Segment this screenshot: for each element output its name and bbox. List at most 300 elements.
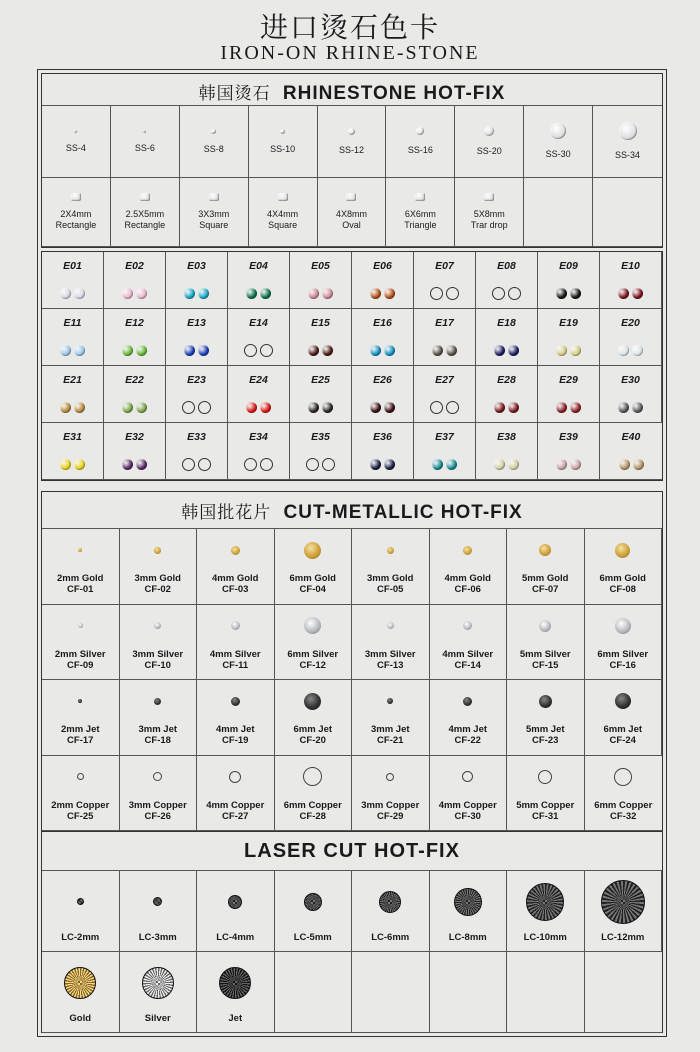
metallic-stud — [615, 693, 631, 709]
color-section — [41, 251, 663, 481]
metallic-stud — [154, 698, 161, 705]
color-swatch — [184, 345, 195, 356]
color-swatch-pair — [246, 286, 271, 302]
color-code: E31 — [63, 430, 82, 443]
color-swatch — [570, 345, 581, 356]
metallic-code: CF-12 — [299, 659, 326, 671]
color-cell — [228, 252, 290, 309]
metallic-cell — [430, 529, 508, 605]
size-cell — [180, 106, 249, 178]
color-code: E36 — [373, 430, 392, 443]
size-grid — [42, 105, 662, 178]
color-swatch — [322, 458, 335, 471]
color-code: E29 — [559, 373, 578, 386]
size-label: SS-10 — [270, 143, 296, 154]
laser-icon-box — [219, 961, 251, 1005]
metallic-cell — [430, 680, 508, 756]
metal-icon-box — [615, 613, 631, 639]
color-swatch — [308, 402, 319, 413]
stone-swatch — [211, 129, 216, 134]
rhinestone-section — [41, 73, 663, 248]
color-swatch — [244, 344, 257, 357]
metal-icon-box — [78, 613, 83, 639]
metallic-cell — [120, 605, 198, 681]
color-swatch — [556, 459, 567, 470]
metallic-code: CF-09 — [67, 659, 94, 671]
color-cell — [290, 252, 352, 309]
laser-stud — [379, 891, 401, 913]
metallic-stud — [387, 622, 394, 629]
metallic-stud — [153, 772, 162, 781]
metal-icon-box — [304, 688, 321, 714]
metallic-stud — [386, 773, 394, 781]
color-swatch — [384, 345, 395, 356]
empty-cell — [585, 952, 663, 1033]
size-label: SS-20 — [476, 146, 502, 156]
metallic-name: 3mm Gold — [134, 573, 181, 585]
color-code: E08 — [497, 259, 516, 272]
laser-color-stud — [142, 967, 174, 999]
shape-name-label: Square — [199, 219, 229, 230]
color-swatch — [308, 288, 319, 299]
color-swatch — [432, 345, 443, 356]
color-swatch — [198, 458, 211, 471]
color-swatch — [618, 402, 629, 413]
size-label: SS-34 — [615, 150, 641, 160]
metallic-name: 3mm Silver — [132, 648, 184, 660]
color-code: E16 — [373, 316, 392, 329]
laser-size-cell — [197, 871, 275, 952]
metal-icon-box — [154, 537, 161, 563]
color-cell — [600, 423, 662, 480]
laser-stud — [77, 898, 84, 905]
color-swatch-pair — [430, 286, 459, 302]
metallic-section — [41, 491, 663, 831]
color-code: E21 — [63, 373, 82, 386]
color-swatch-pair — [308, 343, 333, 359]
color-swatch — [260, 344, 273, 357]
metallic-code: CF-01 — [67, 584, 94, 596]
color-cell — [352, 423, 414, 480]
color-code: E26 — [373, 373, 392, 386]
metallic-code: CF-16 — [609, 659, 636, 671]
metal-icon-box — [387, 613, 394, 639]
laser-size-cell — [275, 871, 353, 952]
laser-size-label: LC-4mm — [216, 931, 255, 943]
metallic-cell — [352, 605, 430, 681]
metallic-name: 5mm Silver — [519, 648, 571, 660]
color-swatch-pair — [618, 343, 643, 359]
color-swatch — [322, 345, 333, 356]
color-swatch-pair — [556, 400, 581, 416]
title-english: IRON-ON RHINE-STONE — [220, 42, 480, 64]
color-swatch — [570, 288, 581, 299]
color-swatch — [308, 345, 319, 356]
shape-grid — [42, 177, 662, 247]
size-label: SS-16 — [407, 145, 433, 155]
metallic-code: CF-22 — [454, 735, 481, 747]
metallic-code: CF-04 — [299, 584, 326, 596]
color-swatch — [370, 345, 381, 356]
metallic-cell — [275, 605, 353, 681]
stone-swatch — [484, 126, 494, 136]
metallic-code: CF-32 — [610, 810, 637, 822]
metallic-stud — [538, 770, 552, 784]
size-cell — [593, 106, 662, 178]
laser-icon-box — [228, 880, 242, 924]
color-swatch — [430, 401, 443, 414]
laser-size-cell — [352, 871, 430, 952]
color-swatch — [60, 288, 71, 299]
metallic-stud — [78, 699, 82, 703]
stone-shape — [415, 193, 425, 201]
color-code: E14 — [249, 316, 268, 329]
metallic-code: CF-29 — [377, 810, 404, 822]
shape-cell — [318, 177, 387, 247]
color-swatch — [494, 459, 505, 470]
metallic-name: 3mm Jet — [138, 724, 178, 736]
color-swatch — [322, 288, 333, 299]
laser-stud — [228, 895, 242, 909]
color-swatch-pair — [60, 457, 85, 473]
color-code: E06 — [373, 259, 392, 272]
metallic-code: CF-03 — [222, 584, 249, 596]
metallic-code: CF-19 — [222, 735, 249, 747]
metallic-name: 6mm Copper — [594, 799, 653, 811]
color-cell — [166, 366, 228, 423]
laser-size-label: LC-2mm — [61, 931, 100, 943]
color-swatch-pair — [432, 457, 457, 473]
metallic-name: 6mm Gold — [289, 573, 336, 585]
laser-title: LASER CUT HOT-FIX — [244, 840, 460, 862]
color-swatch — [306, 458, 319, 471]
metallic-stud — [231, 621, 240, 630]
shape-size-label: 5X8mm — [473, 208, 505, 219]
laser-color-label: Gold — [69, 1012, 92, 1024]
metallic-cell — [197, 529, 275, 605]
shape-cell — [180, 177, 249, 247]
color-code: E28 — [497, 373, 516, 386]
color-swatch — [136, 345, 147, 356]
metallic-stud — [154, 547, 161, 554]
color-swatch — [632, 402, 643, 413]
metallic-code: CF-18 — [144, 735, 171, 747]
color-swatch — [74, 345, 85, 356]
stone-swatch — [619, 122, 637, 140]
laser-size-cell — [507, 871, 585, 952]
color-swatch-pair — [494, 457, 519, 473]
laser-icon-box — [379, 880, 401, 924]
color-code: E15 — [311, 316, 330, 329]
color-swatch — [136, 288, 147, 299]
color-swatch — [556, 402, 567, 413]
laser-size-label: LC-12mm — [601, 931, 645, 943]
metal-icon-box — [463, 688, 472, 714]
color-swatch-pair — [492, 286, 521, 302]
shape-cell — [42, 177, 111, 247]
metallic-name: 6mm Gold — [599, 573, 646, 585]
color-swatch — [198, 345, 209, 356]
shape-size-label: 2X4mm — [60, 208, 92, 219]
metal-icon-box — [387, 537, 394, 563]
metallic-cell — [275, 680, 353, 756]
empty-cell — [275, 952, 353, 1033]
metallic-name: 3mm Silver — [364, 648, 416, 660]
size-cell — [249, 106, 318, 178]
color-swatch — [508, 345, 519, 356]
metal-icon-box — [538, 764, 552, 790]
color-swatch — [136, 459, 147, 470]
metallic-cell — [352, 680, 430, 756]
laser-size-cell — [120, 871, 198, 952]
laser-size-label: LC-10mm — [523, 931, 567, 943]
empty-cell — [352, 952, 430, 1033]
color-swatch-pair — [122, 400, 147, 416]
color-cell — [104, 252, 166, 309]
color-code: E20 — [621, 316, 640, 329]
color-code: E30 — [621, 373, 640, 386]
stone-swatch — [74, 130, 77, 133]
laser-stud — [454, 888, 482, 916]
metallic-cell — [275, 529, 353, 605]
color-swatch — [384, 402, 395, 413]
stone-shape — [346, 193, 356, 201]
metallic-stud — [387, 547, 394, 554]
color-cell — [42, 309, 104, 366]
color-swatch-pair — [556, 286, 581, 302]
color-swatch-pair — [122, 457, 147, 473]
metallic-title-en: CUT-METALLIC HOT-FIX — [283, 502, 523, 523]
stone-swatch — [348, 128, 355, 135]
metallic-name: 4mm Jet — [215, 724, 255, 736]
metal-icon-box — [304, 537, 321, 563]
color-code: E10 — [621, 259, 640, 272]
metal-icon-box — [615, 537, 630, 563]
metal-icon-box — [462, 764, 473, 790]
shape-cell — [524, 177, 593, 247]
size-cell — [111, 106, 180, 178]
laser-color-cell — [42, 952, 120, 1033]
metallic-code: CF-30 — [454, 810, 481, 822]
color-cell — [352, 309, 414, 366]
metal-icon-box — [387, 688, 393, 714]
laser-section — [41, 831, 663, 1033]
color-swatch — [184, 288, 195, 299]
metallic-cell — [585, 756, 663, 832]
metallic-code: CF-28 — [299, 810, 326, 822]
metallic-cell — [585, 605, 663, 681]
metal-icon-box — [539, 537, 551, 563]
size-cell — [455, 106, 524, 178]
metallic-name: 3mm Jet — [370, 724, 410, 736]
color-swatch — [446, 287, 459, 300]
laser-stud — [153, 897, 162, 906]
color-swatch — [244, 458, 257, 471]
metallic-name: 4mm Jet — [448, 724, 488, 736]
laser-size-label: LC-5mm — [293, 931, 332, 943]
metallic-code: CF-02 — [144, 584, 171, 596]
color-cell — [42, 252, 104, 309]
color-swatch — [618, 345, 629, 356]
metallic-stud — [463, 621, 472, 630]
color-swatch-pair — [122, 343, 147, 359]
size-label: SS-30 — [545, 149, 571, 159]
color-cell — [414, 423, 476, 480]
metal-icon-box — [614, 764, 632, 790]
color-code: E32 — [125, 430, 144, 443]
metal-icon-box — [386, 764, 394, 790]
color-code: E18 — [497, 316, 516, 329]
size-cell — [42, 106, 111, 178]
shape-size-label: 3X3mm — [198, 208, 230, 219]
laser-color-cell — [120, 952, 198, 1033]
color-code: E35 — [311, 430, 330, 443]
metallic-name: 5mm Copper — [516, 799, 575, 811]
metallic-code: CF-26 — [144, 810, 171, 822]
metallic-code: CF-10 — [144, 659, 171, 671]
color-swatch-pair — [122, 286, 147, 302]
color-swatch-pair — [556, 457, 581, 473]
metallic-code: CF-31 — [532, 810, 559, 822]
stone-swatch — [143, 130, 146, 133]
color-swatch-pair — [246, 400, 271, 416]
size-cell — [386, 106, 455, 178]
color-code: E02 — [125, 259, 144, 272]
color-swatch — [60, 459, 71, 470]
color-swatch-pair — [432, 343, 457, 359]
rhinestone-title — [42, 79, 662, 105]
color-code: E37 — [435, 430, 454, 443]
metallic-cell — [42, 680, 120, 756]
color-swatch — [74, 288, 85, 299]
color-swatch — [122, 345, 133, 356]
color-cell — [104, 309, 166, 366]
metallic-code: CF-11 — [222, 659, 249, 671]
metallic-name: 5mm Gold — [522, 573, 569, 585]
metallic-cell — [507, 756, 585, 832]
metallic-cell — [507, 529, 585, 605]
metallic-stud — [303, 767, 322, 786]
stone-shape — [278, 193, 288, 201]
metal-icon-box — [539, 688, 552, 714]
color-swatch — [432, 459, 443, 470]
color-swatch-pair — [370, 343, 395, 359]
laser-color-cell — [197, 952, 275, 1033]
color-swatch-pair — [308, 400, 333, 416]
metallic-cell — [585, 680, 663, 756]
color-cell — [414, 366, 476, 423]
metallic-stud — [614, 768, 632, 786]
color-swatch — [619, 459, 630, 470]
metallic-cell — [120, 756, 198, 832]
metallic-code: CF-13 — [377, 659, 404, 671]
color-swatch — [430, 287, 443, 300]
metallic-cell — [120, 529, 198, 605]
shape-size-label: 4X4mm — [267, 208, 299, 219]
color-swatch — [260, 402, 271, 413]
color-cell — [166, 309, 228, 366]
color-cell — [414, 309, 476, 366]
color-swatch — [60, 345, 71, 356]
metal-icon-box — [463, 537, 472, 563]
color-cell — [538, 423, 600, 480]
metallic-name: 6mm Jet — [603, 724, 643, 736]
title-chinese: 进口烫石色卡 — [259, 11, 440, 44]
color-swatch — [446, 459, 457, 470]
metallic-stud — [78, 623, 83, 628]
metallic-name: 2mm Gold — [57, 573, 104, 585]
color-swatch — [556, 345, 567, 356]
shape-cell — [111, 177, 180, 247]
shape-name-label: Square — [268, 219, 298, 230]
metallic-name: 2mm Silver — [54, 648, 106, 660]
metallic-stud — [462, 771, 473, 782]
color-swatch — [74, 402, 85, 413]
metallic-code: CF-07 — [532, 584, 559, 596]
color-grid — [42, 252, 662, 480]
empty-cell — [507, 952, 585, 1033]
color-code: E12 — [125, 316, 144, 329]
color-cell — [476, 309, 538, 366]
shape-cell — [386, 177, 455, 247]
metallic-name: 6mm Silver — [597, 648, 649, 660]
shape-name-label: Trar drop — [470, 219, 508, 230]
color-swatch — [198, 288, 209, 299]
color-cell — [600, 309, 662, 366]
shape-name-label: Rectangle — [124, 219, 166, 230]
color-code: E22 — [125, 373, 144, 386]
metallic-cell — [197, 756, 275, 832]
metallic-stud — [387, 698, 393, 704]
color-swatch — [508, 459, 519, 470]
color-swatch — [384, 459, 395, 470]
color-code: E04 — [249, 259, 268, 272]
metallic-stud — [615, 543, 630, 558]
stone-shape — [484, 193, 494, 201]
laser-icon-box — [601, 880, 645, 924]
color-cell — [228, 423, 290, 480]
metal-icon-box — [304, 613, 321, 639]
metallic-stud — [304, 617, 321, 634]
rhinestone-title-cn: 韩国烫石 — [198, 84, 271, 104]
metal-icon-box — [231, 613, 240, 639]
color-cell — [104, 366, 166, 423]
color-code: E25 — [311, 373, 330, 386]
color-code: E13 — [187, 316, 206, 329]
color-cell — [42, 366, 104, 423]
laser-icon-box — [153, 880, 162, 924]
size-label: SS-12 — [338, 144, 364, 155]
color-swatch — [632, 345, 643, 356]
color-swatch — [74, 459, 85, 470]
color-swatch-pair — [306, 457, 335, 473]
color-swatch-pair — [618, 286, 643, 302]
color-swatch — [633, 459, 644, 470]
shape-name-label: Triangle — [404, 219, 437, 230]
color-swatch-pair — [618, 400, 643, 416]
color-swatch — [556, 288, 567, 299]
metal-icon-box — [615, 688, 631, 714]
color-swatch — [136, 402, 147, 413]
color-cell — [290, 366, 352, 423]
laser-icon-box — [304, 880, 322, 924]
color-swatch — [122, 459, 133, 470]
laser-color-label: Jet — [228, 1012, 243, 1024]
color-code: E11 — [63, 316, 82, 329]
color-swatch — [570, 402, 581, 413]
metallic-cell — [507, 680, 585, 756]
metallic-stud — [615, 618, 631, 634]
